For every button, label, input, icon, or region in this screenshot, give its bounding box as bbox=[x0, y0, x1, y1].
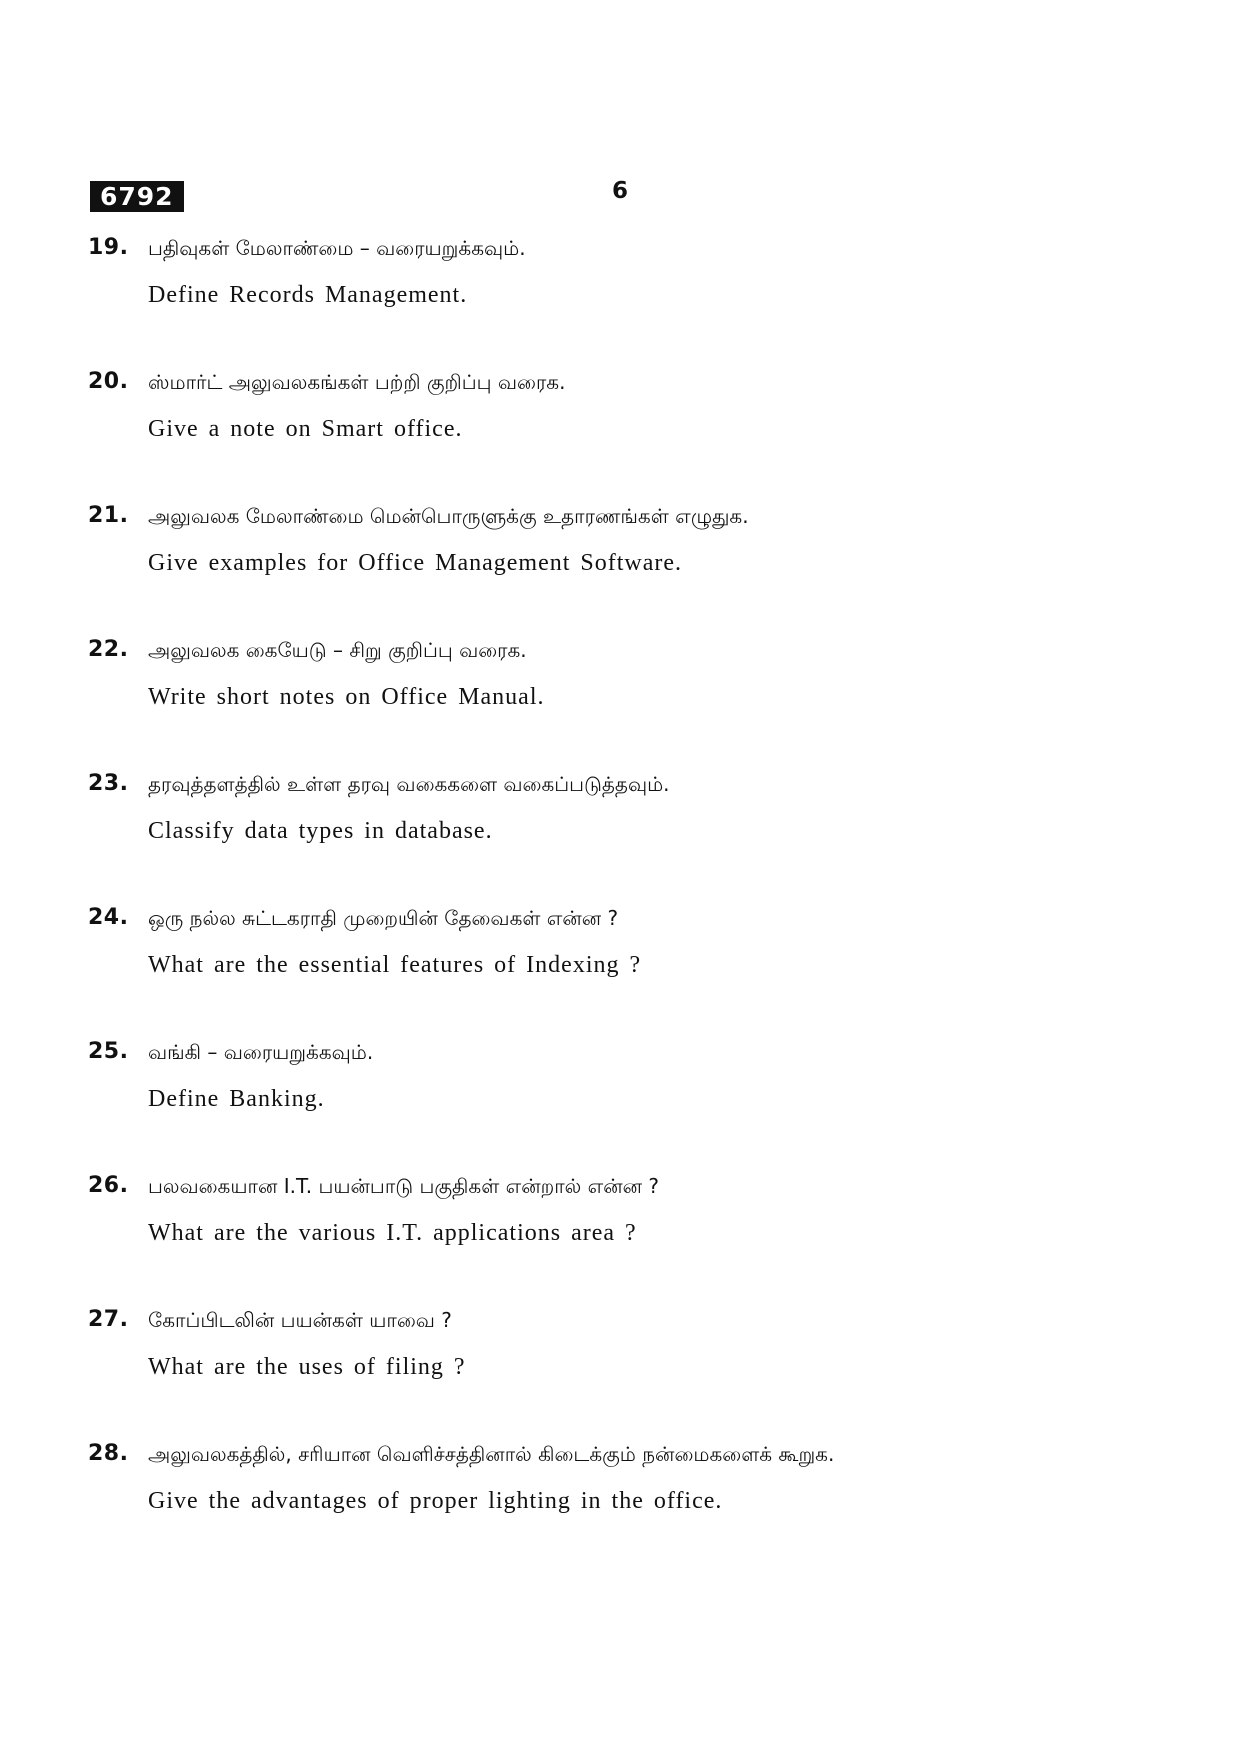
question-text-tamil: அலுவலக கையேடு – சிறு குறிப்பு வரைக. bbox=[148, 638, 527, 662]
question-number: 28. bbox=[88, 1441, 129, 1466]
question-number: 23. bbox=[88, 771, 129, 796]
question-number: 20. bbox=[88, 369, 129, 394]
question-number: 25. bbox=[88, 1039, 129, 1064]
question-text-english: Give examples for Office Management Software. bbox=[148, 550, 683, 576]
question-item bbox=[88, 501, 1168, 601]
question-number: 27. bbox=[88, 1307, 129, 1332]
question-text-tamil: தரவுத்தளத்தில் உள்ள தரவு வகைகளை வகைப்படுத்தவும். bbox=[148, 772, 670, 796]
question-item bbox=[88, 1037, 1168, 1137]
question-text-english: What are the uses of filing ? bbox=[148, 1354, 466, 1380]
question-item bbox=[88, 635, 1168, 735]
question-text-english: What are the essential features of Indexing ? bbox=[148, 952, 642, 978]
question-text-english: Define Banking. bbox=[148, 1086, 325, 1112]
question-number: 26. bbox=[88, 1173, 129, 1198]
question-item bbox=[88, 233, 1168, 333]
question-text-english: Define Records Management. bbox=[148, 282, 468, 308]
question-text-english: Write short notes on Office Manual. bbox=[148, 684, 545, 710]
question-text-tamil: அலுவலக மேலாண்மை மென்பொருளுக்கு உதாரணங்கள் எழுதுக. bbox=[148, 504, 749, 528]
page-number: 6 bbox=[611, 178, 628, 204]
question-text-english: Give a note on Smart office. bbox=[148, 416, 463, 442]
question-number: 22. bbox=[88, 637, 129, 662]
question-item bbox=[88, 769, 1168, 869]
question-text-tamil: பலவகையான I.T. பயன்பாடு பகுதிகள் என்றால் என்ன ? bbox=[148, 1174, 659, 1198]
question-item bbox=[88, 1439, 1168, 1539]
paper-code-badge: 6792 bbox=[90, 181, 184, 212]
question-text-tamil: பதிவுகள் மேலாண்மை – வரையறுக்கவும். bbox=[148, 236, 526, 260]
question-number: 24. bbox=[88, 905, 129, 930]
question-text-tamil: ஒரு நல்ல சுட்டகராதி முறையின் தேவைகள் என்ன ? bbox=[148, 906, 619, 930]
question-item bbox=[88, 1305, 1168, 1405]
question-item bbox=[88, 367, 1168, 467]
question-text-english: Give the advantages of proper lighting in the office. bbox=[148, 1488, 723, 1514]
question-item bbox=[88, 903, 1168, 1003]
question-text-tamil: கோப்பிடலின் பயன்கள் யாவை ? bbox=[148, 1308, 452, 1332]
question-text-tamil: ஸ்மார்ட் அலுவலகங்கள் பற்றி குறிப்பு வரைக. bbox=[148, 370, 566, 394]
question-text-english: What are the various I.T. applications area ? bbox=[148, 1220, 637, 1246]
question-text-tamil: வங்கி – வரையறுக்கவும். bbox=[148, 1040, 374, 1064]
question-text-tamil: அலுவலகத்தில், சரியான வெளிச்சத்தினால் கிடைக்கும் நன்மைகளைக் கூறுக. bbox=[148, 1442, 835, 1466]
question-item bbox=[88, 1171, 1168, 1271]
question-number: 21. bbox=[88, 503, 129, 528]
question-number: 19. bbox=[88, 235, 129, 260]
question-text-english: Classify data types in database. bbox=[148, 818, 493, 844]
